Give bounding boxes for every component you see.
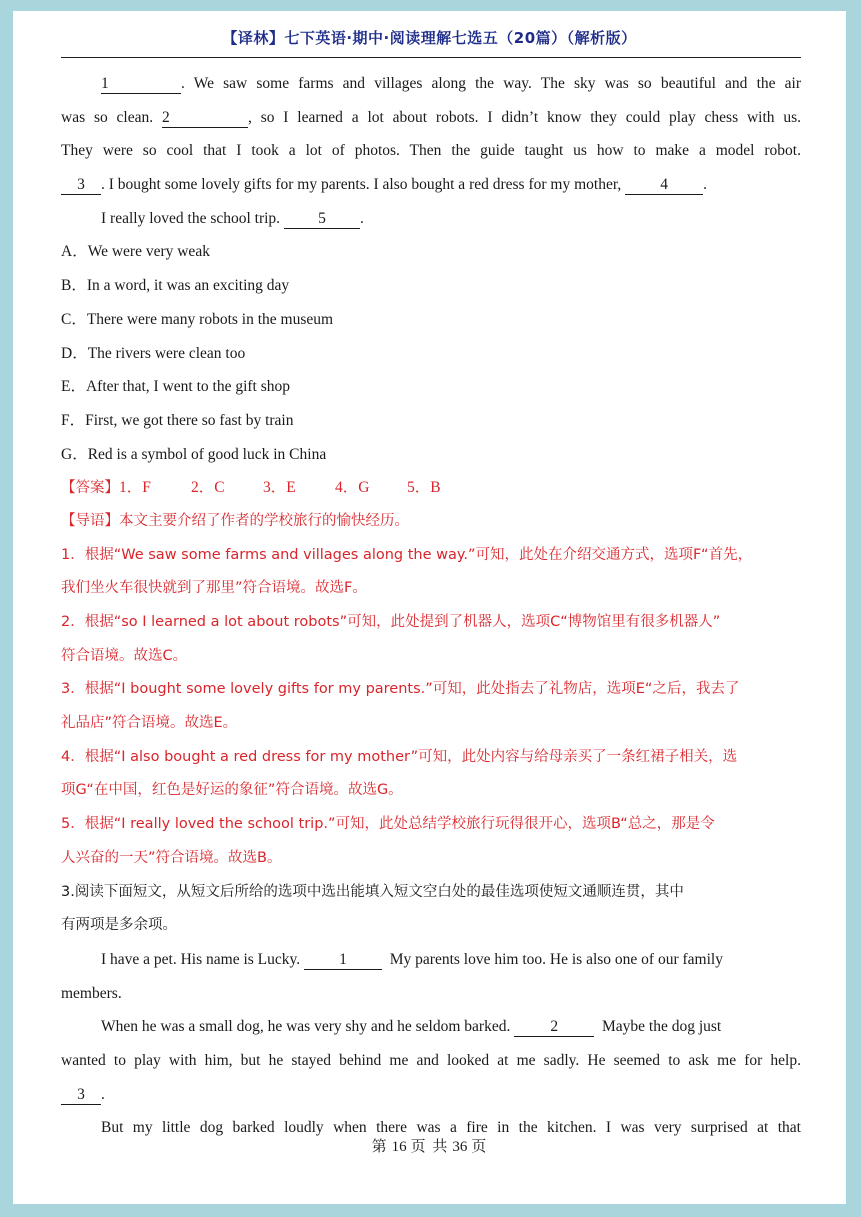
passage-text: I have a pet. His name is Lucky. [101, 950, 301, 968]
passage-line [61, 67, 801, 101]
passage-line: But my little dog barked loudly when there was a fire in the kitchen. I was very surprised at that [101, 1119, 801, 1137]
explanation-line: 符合语境。故选C。 [61, 647, 188, 664]
answer-line [61, 471, 801, 505]
page-content [61, 67, 801, 1145]
blank-1: 1 [304, 951, 382, 970]
answer-label: 【答案】 [61, 480, 119, 497]
passage-text: . We saw some farms and villages along the way. The sky was so beautiful and the air [181, 75, 801, 92]
explanation-line: 我们坐火车很快就到了那里”符合语境。故选F。 [61, 580, 367, 597]
explanation-line: 礼品店”符合语境。故选E。 [61, 715, 238, 732]
option-item: A．We were very weak [61, 243, 210, 261]
option-item: B．In a word, it was an exciting day [61, 277, 290, 295]
header-divider [61, 57, 801, 58]
passage-text: I really loved the school trip. [101, 209, 281, 227]
passage-line: They were so cool that I took a lot of photos. Then the guide taught us how to make a model robot. [61, 142, 801, 160]
explanation-line: 2．根据“so I learned a lot about robots”可知，此处提到了机器人，选项C“博物馆里有很多机器人” [61, 614, 721, 630]
passage-text: My parents love him too. He is also one of our family [389, 950, 723, 968]
footer-text: 页 共 [410, 1137, 449, 1155]
blank-2: 2 [514, 1018, 594, 1037]
passage-text: When he was a small dog, he was very shy and he seldom barked. [101, 1018, 511, 1036]
answer-item: 5．B [407, 479, 441, 497]
current-page-number: 16 [391, 1139, 407, 1155]
passage-line [61, 101, 801, 135]
option-item: F．First, we got there so fast by train [61, 411, 294, 429]
blank-5: 5 [284, 210, 360, 229]
guide-line: 【导语】本文主要介绍了作者的学校旅行的愉快经历。 [61, 512, 409, 529]
explanation-line: 人兴奋的一天”符合语境。故选B。 [61, 849, 282, 866]
footer-text: 页 [471, 1137, 488, 1155]
total-page-number: 36 [452, 1139, 468, 1155]
blank-2: 2 [162, 109, 248, 128]
explanation-line: 3．根据“I bought some lovely gifts for my parents.”可知，此处指去了礼物店，选项E“之后，我去了 [61, 681, 740, 698]
passage-line [61, 1010, 801, 1044]
footer-text: 第 [371, 1137, 388, 1155]
passage-text: . I bought some lovely gifts for my parents. I also bought a red dress for my mother, [101, 176, 622, 194]
page-header-title: 【译林】七下英语·期中·阅读理解七选五（20篇）（解析版） [222, 29, 637, 47]
answer-item: 4．G [335, 479, 370, 497]
option-item: G．Red is a symbol of good luck in China [61, 445, 327, 463]
passage-line: I really loved the school trip. 5 . [101, 209, 364, 227]
explanation-line: 1．根据“We saw some farms and villages along the way.”可知，此处在介绍交通方式，选项F“首先， [61, 546, 753, 563]
answer-item: 3．E [263, 479, 296, 497]
explanation-line: 5．根据“I really loved the school trip.”可知，此处总结学校旅行玩得很开心，选项B“总之，那是令 [61, 816, 715, 833]
passage-text: Maybe the dog just [601, 1018, 722, 1036]
passage-text: was so clean. [61, 108, 154, 126]
option-item: D．The rivers were clean too [61, 344, 246, 362]
question-instruction: 3.阅读下面短文，从短文后所给的选项中选出能填入短文空白处的最佳选项使短文通顺连贯，其中 [61, 883, 684, 900]
document-page [13, 11, 846, 1204]
blank-4: 4 [625, 176, 703, 195]
passage-line [61, 943, 801, 977]
passage-text: , so I learned a lot about robots. I didn’t know they could play chess with us. [247, 108, 801, 126]
question-instruction: 有两项是多余项。 [61, 917, 177, 934]
passage-line: wanted to play with him, but he stayed behind me and looked at me sadly. He seemed to ask me for help. [61, 1051, 801, 1069]
blank-3: 3 [61, 176, 101, 195]
passage-line: members. [61, 984, 122, 1002]
answer-item: 2．C [191, 479, 225, 497]
page-footer [13, 1135, 846, 1156]
explanation-line: 项G“在中国，红色是好运的象征”符合语境。故选G。 [61, 782, 403, 799]
option-item: E．After that, I went to the gift shop [61, 378, 291, 396]
passage-line: 3 . I bought some lovely gifts for my parents. I also bought a red dress for my mother, 4 . [61, 168, 801, 202]
passage-line: 3 . [61, 1078, 801, 1112]
explanation-line: 4．根据“I also bought a red dress for my mother”可知，此处内容与给母亲买了一条红裙子相关，选 [61, 748, 738, 765]
answer-item: 1．F [119, 479, 151, 497]
option-item: C．There were many robots in the museum [61, 310, 334, 328]
blank-1: 1 [101, 75, 181, 94]
blank-3: 3 [61, 1086, 101, 1105]
